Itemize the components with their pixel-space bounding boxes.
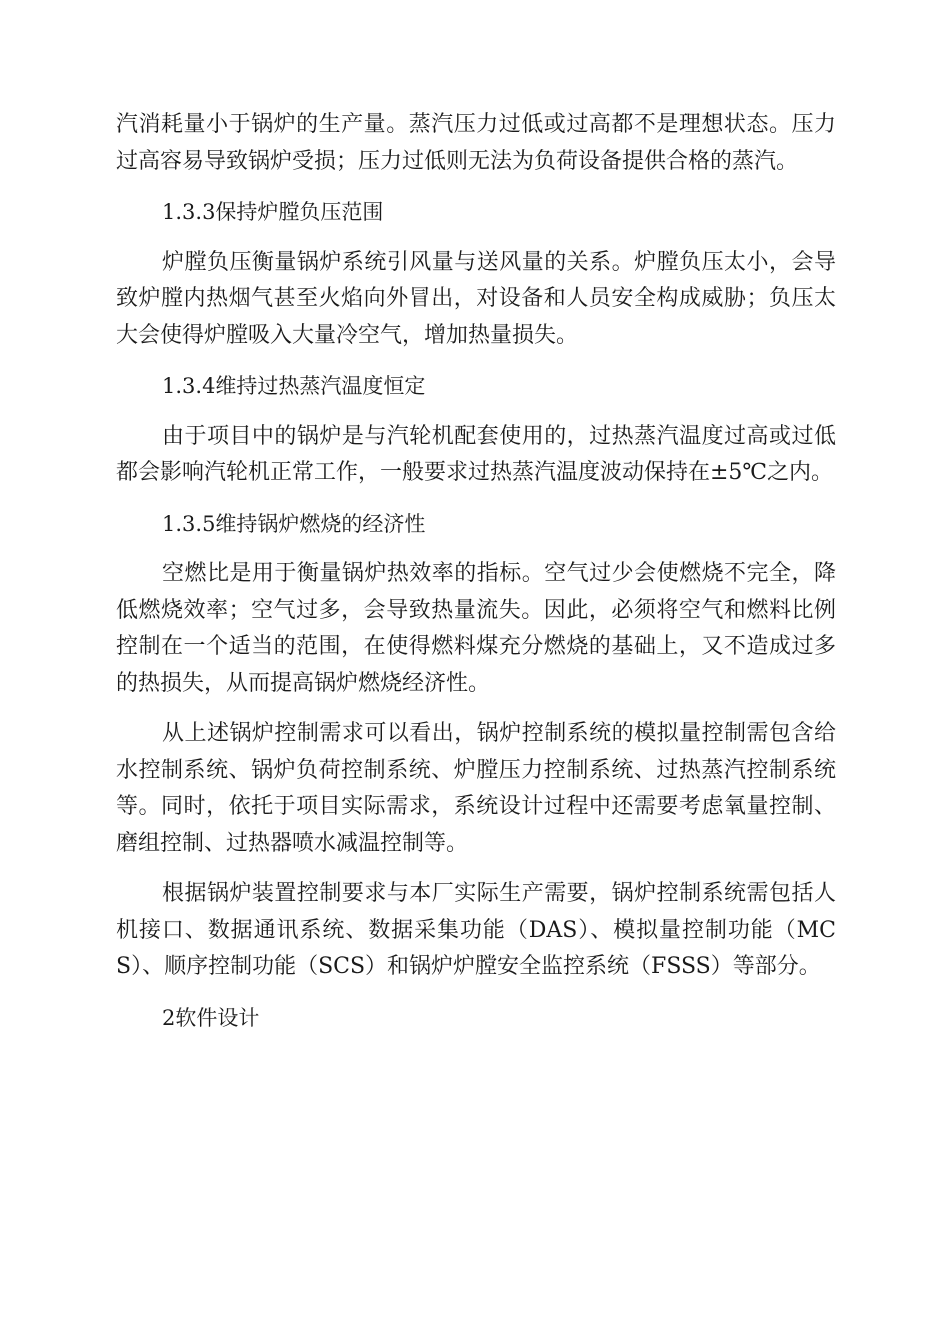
paragraph-furnace-pressure: 炉膛负压衡量锅炉系统引风量与送风量的关系。炉膛负压太小，会导致炉膛内热烟气甚至火焰向外冒出，对设备和人员安全构成威胁；负压太大会使得炉膛吸入大量冷空气，增加热量损失。 <box>116 249 836 348</box>
paragraph-continuation: 汽消耗量小于锅炉的生产量。蒸汽压力过低或过高都不是理想状态。压力过高容易导致锅炉受损；压力过低则无法为负荷设备提供合格的蒸汽。 <box>116 112 836 174</box>
paragraph-system-components: 根据锅炉装置控制要求与本厂实际生产需要，锅炉控制系统需包括人机接口、数据通讯系统、数据采集功能（DAS）、模拟量控制功能（MCS）、顺序控制功能（SCS）和锅炉炉膛安全监控系统（FSSS）等部分。 <box>116 881 836 979</box>
section-heading-2: 2软件设计 <box>162 1005 260 1030</box>
section-heading-1-3-5: 1.3.5维持锅炉燃烧的经济性 <box>162 511 426 536</box>
section-heading-1-3-3: 1.3.3保持炉膛负压范围 <box>162 200 384 224</box>
paragraph-control-requirements: 从上述锅炉控制需求可以看出，锅炉控制系统的模拟量控制需包含给水控制系统、锅炉负荷控制系统、炉膛压力控制系统、过热蒸汽控制系统等。同时，依托于项目实际需求，系统设计过程中还需要考虑氧量控制、磨组控制、过热器喷水减温控制等。 <box>116 721 836 856</box>
document-body <box>116 107 836 1050</box>
paragraph-steam-temperature: 由于项目中的锅炉是与汽轮机配套使用的，过热蒸汽温度过高或过低都会影响汽轮机正常工作，一般要求过热蒸汽温度波动保持在±5℃之内。 <box>116 423 836 485</box>
paragraph-combustion-economy: 空燃比是用于衡量锅炉热效率的指标。空气过少会使燃烧不完全，降低燃烧效率；空气过多，会导致热量流失。因此，必须将空气和燃料比例控制在一个适当的范围，在使得燃料煤充分燃烧的基础上，又不造成过多的热损失，从而提高锅炉燃烧经济性。 <box>116 561 836 696</box>
section-heading-1-3-4: 1.3.4维持过热蒸汽温度恒定 <box>162 374 426 398</box>
